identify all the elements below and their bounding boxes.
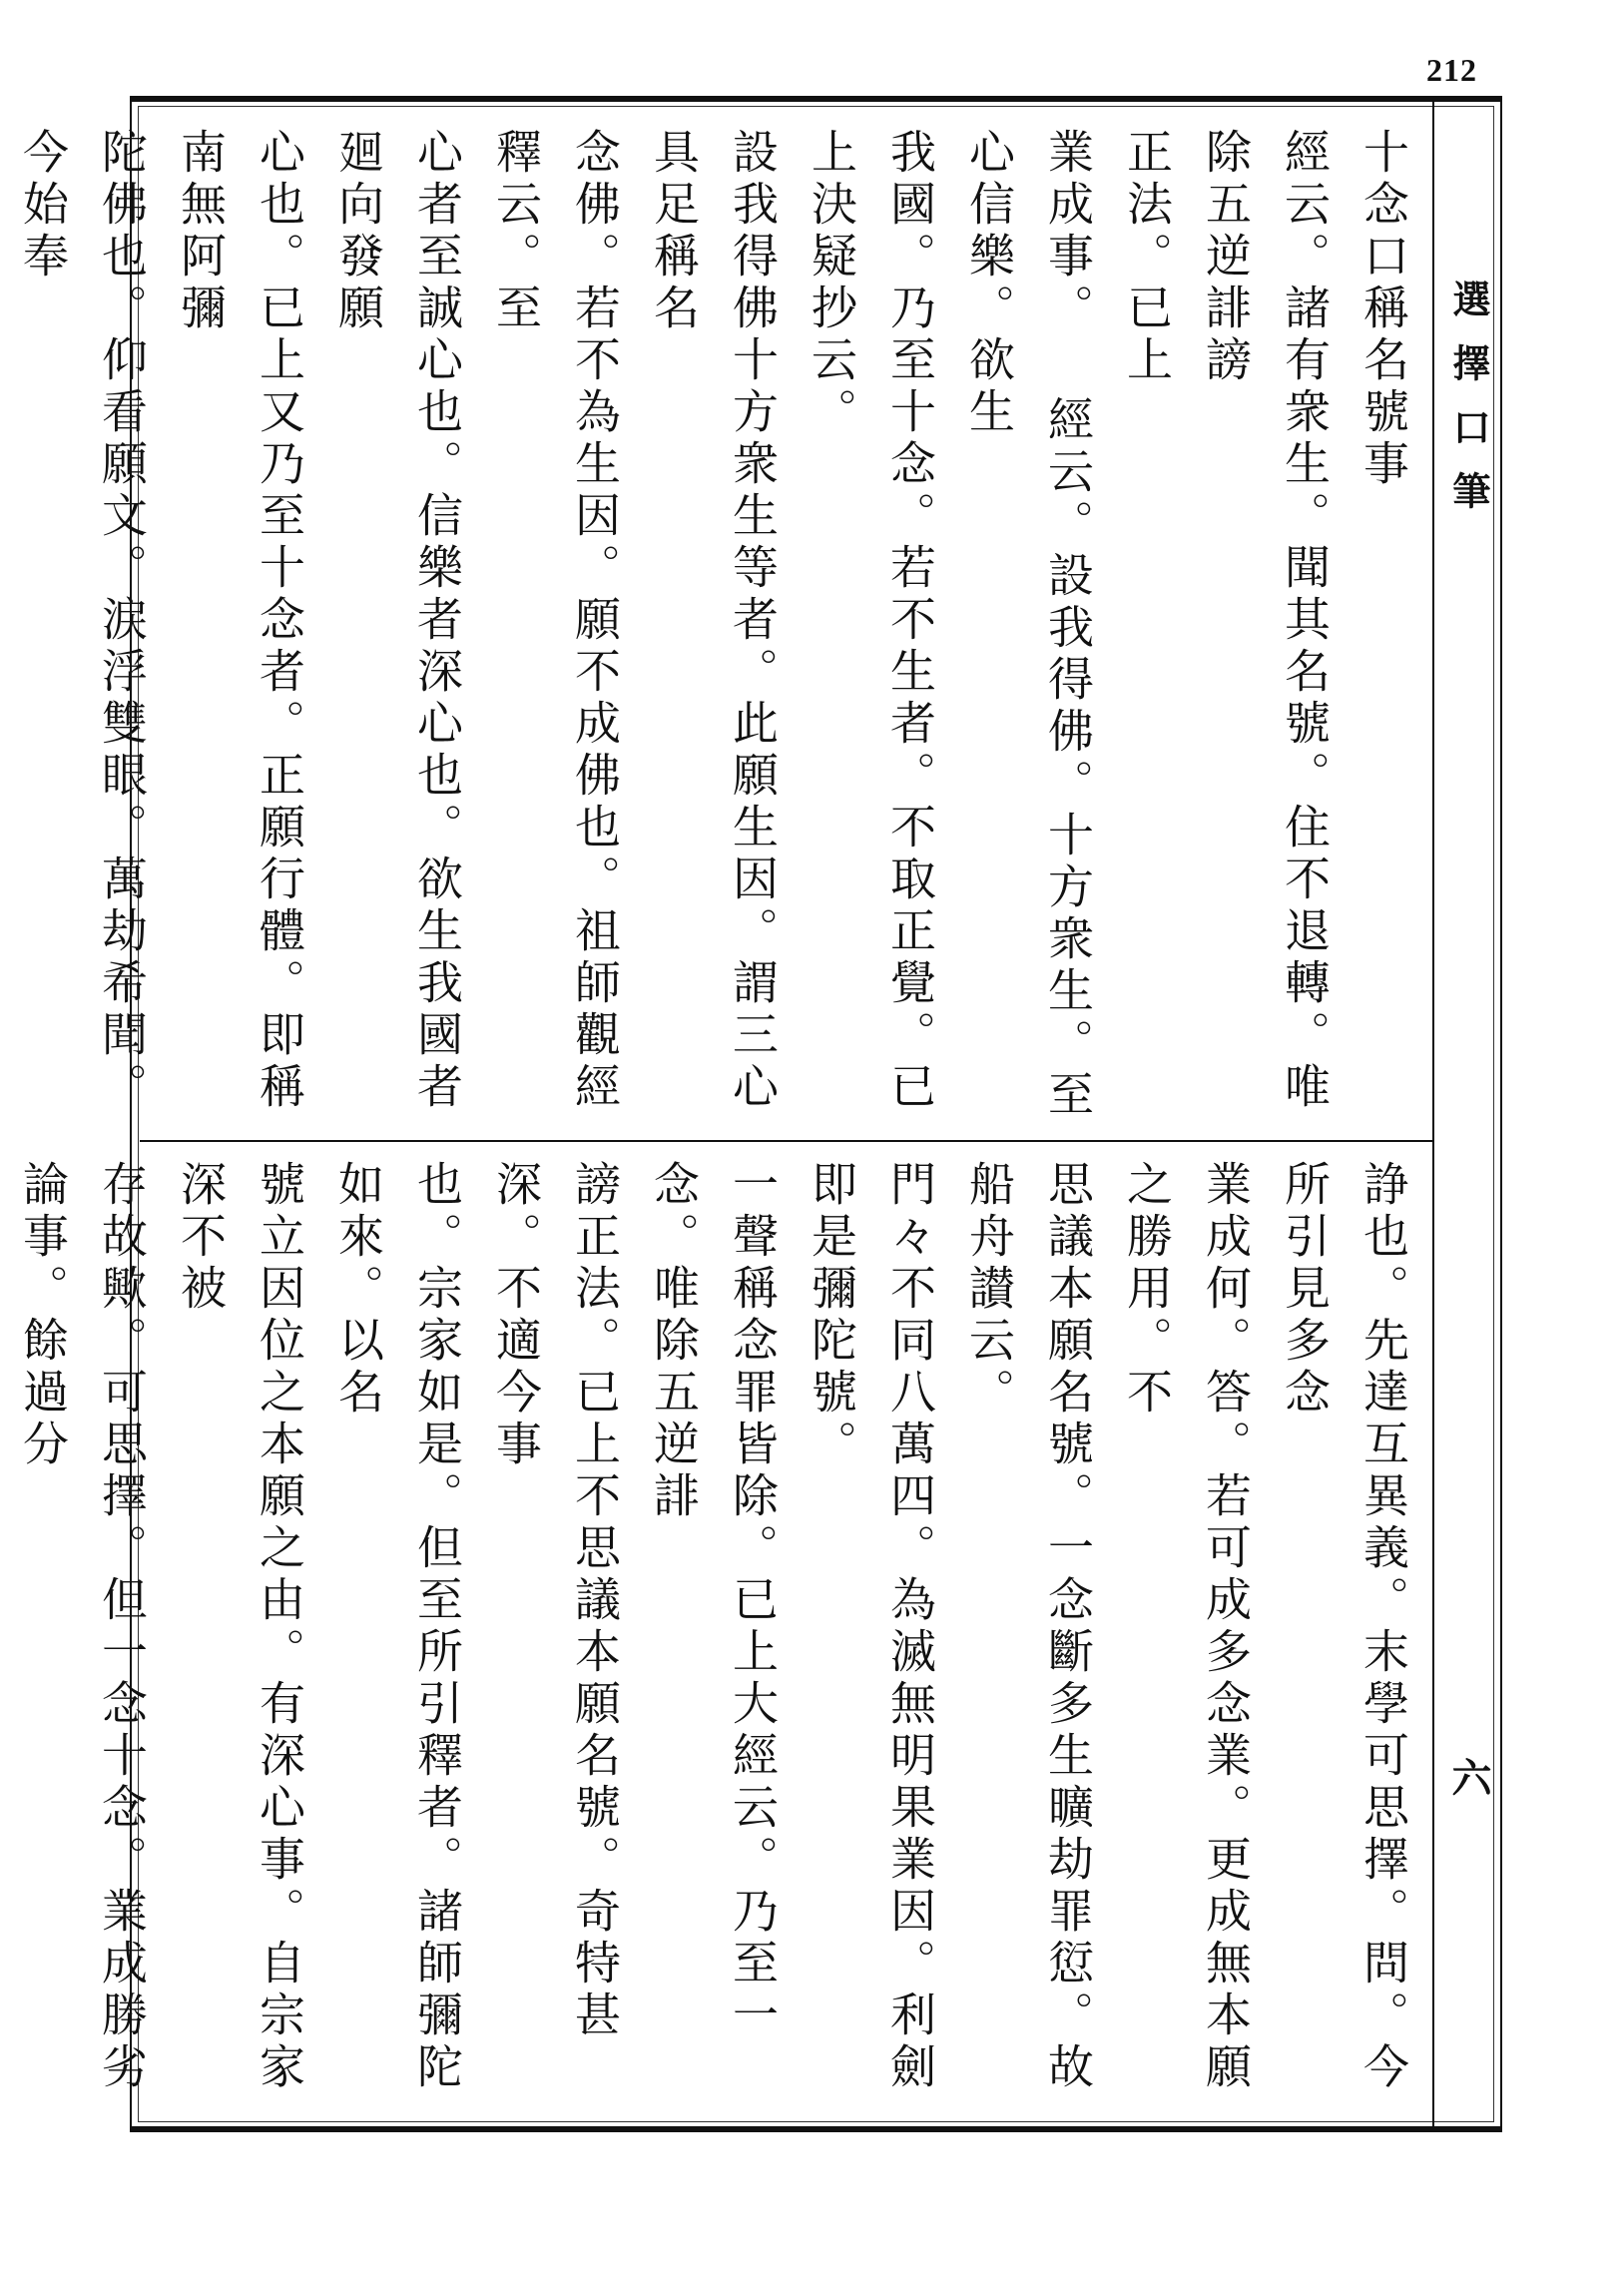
text-column: 設我得佛十方衆生等者。此願生因。謂三心具足稱名 [647,128,780,1114]
text-column: 思議本願名號。一念斷多生曠劫罪愆。故船舟讃云。 [962,1160,1095,2094]
text-column: 業成事。 經云。設我得佛。十方衆生。至心信樂。欲生 [962,128,1095,1122]
text-column: 號立因位之本願之由。有深心事。自宗家深不被 [174,1160,306,2094]
text-column [0,128,3,1126]
text-column: 也。宗家如是。但至所引釋者。諸師彌陀如來。以名 [331,1160,464,2094]
upper-text-panel [16,128,1422,1126]
text-column [0,1160,3,2118]
text-column: 心者至誠心也。信樂者深心也。欲生我國者廻向發願 [331,128,464,1114]
text-column: 十念口稱名號事 [1356,128,1410,491]
text-column: 一聲稱念罪皆除。已上大經云。乃至一念。唯除五逆誹 [647,1160,780,2042]
lower-text-panel [16,1160,1422,2118]
text-column: 門々不同八萬四。為滅無明果業因。利劍即是彌陀號。 [805,1160,937,2094]
text-column: 謗正法。已上不思議本願名號。奇特甚深。不適今事 [489,1160,622,2042]
text-column: 經云。諸有衆生。聞其名號。住不退轉。唯除五逆誹謗 [1199,128,1332,1114]
running-head: 選擇口筆 [1446,280,1491,535]
margin-rule [1432,96,1434,2132]
text-column: 念佛。若不為生因。願不成佛也。祖師觀經釋云。至 [489,128,622,1114]
text-column: 諍也。先達互異義。末學可思擇。問。今所引見多念 [1278,1160,1410,2094]
section-divider [140,1140,1432,1142]
text-column: 業成何。答。若可成多念業。更成無本願之勝用。不 [1120,1160,1253,2094]
text-column: 陀佛也。仰看願文。涙浮雙眼。萬劫希聞。今始奉 [16,128,149,1114]
text-column: 心也。已上又乃至十念者。正願行體。即稱南無阿彌 [174,128,306,1114]
folio: 六 [1445,1757,1492,1797]
page-number: 212 [1426,52,1477,88]
text-column: 正法。已上 [1120,128,1174,387]
text-column: 存故歟。可思擇。但一念十念。業成勝劣論事。餘過分 [16,1160,149,2094]
text-column: 我國。乃至十念。若不生者。不取正覺。已上決疑抄云。 [805,128,937,1114]
